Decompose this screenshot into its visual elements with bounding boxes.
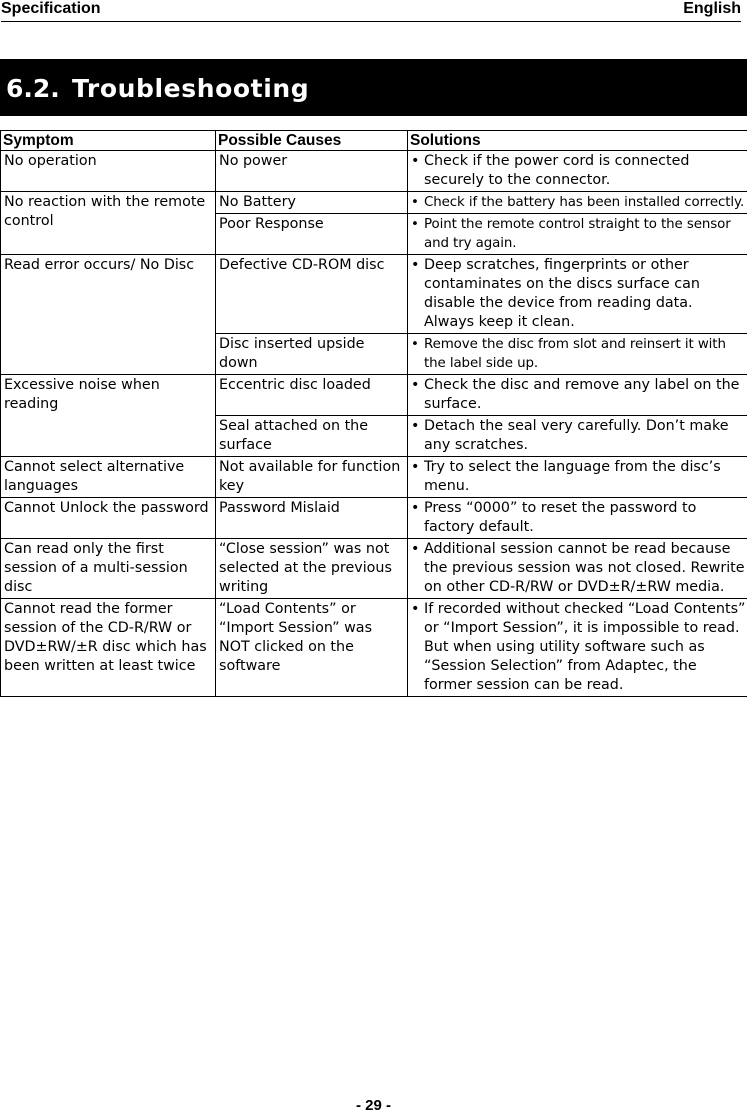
- bullet-icon: •: [411, 500, 420, 516]
- symptom-cell: Cannot read the former session of the CD-R/RW or DVD±RW/±R disc which has been written at least twice: [1, 599, 216, 697]
- table-row: [1, 498, 747, 539]
- solution-text: Remove the disc from slot and reinsert it with the label side up.: [424, 337, 726, 371]
- table-row: [1, 151, 747, 192]
- cause-cell: Not available for function key: [216, 457, 408, 498]
- table-row: [1, 255, 747, 334]
- section-title: Troubleshooting: [72, 74, 310, 103]
- table-header-row: [1, 131, 747, 151]
- table-row: [1, 375, 747, 416]
- header-right: English: [683, 0, 741, 17]
- solution-text: Point the remote control straight to the sensor and try again.: [424, 217, 731, 251]
- solution-text: Press “0000” to reset the password to factory default.: [424, 500, 697, 535]
- bullet-icon: •: [411, 337, 419, 352]
- cause-cell: “Close session” was not selected at the previous writing: [216, 539, 408, 599]
- page-header: [1, 0, 741, 22]
- solution-text: Check if the battery has been installed correctly.: [424, 195, 745, 210]
- bullet-icon: •: [411, 153, 420, 169]
- symptom-cell: Cannot Unlock the password: [1, 498, 216, 539]
- table-row: [1, 539, 747, 599]
- solution-cell: [408, 151, 747, 192]
- header-left: Specification: [1, 0, 101, 17]
- cause-cell: No Battery: [216, 192, 408, 214]
- symptom-cell: Read error occurs/ No Disc: [1, 255, 216, 375]
- bullet-icon: •: [411, 377, 420, 393]
- table-row: [1, 457, 747, 498]
- header-solutions: Solutions: [408, 131, 747, 151]
- solution-text: If recorded without checked “Load Contents” or “Import Session”, it is impossible to read. But when using utility software such as “Session Selection” from Adaptec, the former session can be read.: [424, 601, 746, 693]
- table-row: [1, 599, 747, 697]
- cause-cell: “Load Contents” or “Import Session” was NOT clicked on the software: [216, 599, 408, 697]
- solution-cell: [408, 539, 747, 599]
- symptom-cell: Can read only the first session of a multi-session disc: [1, 539, 216, 599]
- symptom-cell: Cannot select alternative languages: [1, 457, 216, 498]
- cause-cell: Disc inserted upside down: [216, 334, 408, 375]
- solution-cell: [408, 498, 747, 539]
- bullet-icon: •: [411, 418, 420, 434]
- solution-cell: [408, 416, 747, 457]
- section-banner: [0, 59, 747, 116]
- cause-cell: No power: [216, 151, 408, 192]
- header-symptom: Symptom: [1, 131, 216, 151]
- cause-cell: Eccentric disc loaded: [216, 375, 408, 416]
- solution-text: Check the disc and remove any label on the surface.: [424, 377, 740, 412]
- solution-cell: [408, 255, 747, 334]
- header-causes: Possible Causes: [216, 131, 408, 151]
- bullet-icon: •: [411, 601, 420, 617]
- solution-text: Deep scratches, fingerprints or other contaminates on the discs surface can disable the device from reading data. Always keep it clean.: [424, 257, 700, 330]
- table-row: [1, 192, 747, 214]
- solution-text: Additional session cannot be read because the previous session was not closed. Rewrite on other CD-R/RW or DVD±R/±RW media.: [424, 541, 745, 595]
- solution-cell: [408, 192, 747, 214]
- bullet-icon: •: [411, 459, 420, 475]
- solution-cell: [408, 457, 747, 498]
- solution-cell: [408, 214, 747, 255]
- symptom-cell: Excessive noise when reading: [1, 375, 216, 457]
- cause-cell: Seal attached on the surface: [216, 416, 408, 457]
- cause-cell: Password Mislaid: [216, 498, 408, 539]
- bullet-icon: •: [411, 541, 420, 557]
- troubleshooting-table: [0, 130, 747, 697]
- solution-text: Try to select the language from the disc’s menu.: [424, 459, 721, 494]
- bullet-icon: •: [411, 217, 419, 232]
- solution-cell: [408, 599, 747, 697]
- section-number: 6.2.: [6, 74, 60, 103]
- solution-text: Check if the power cord is connected securely to the connector.: [424, 153, 690, 188]
- cause-cell: Defective CD-ROM disc: [216, 255, 408, 334]
- bullet-icon: •: [411, 257, 420, 273]
- symptom-cell: No operation: [1, 151, 216, 192]
- page-number: - 29 -: [355, 1097, 391, 1114]
- solution-cell: [408, 334, 747, 375]
- symptom-cell: No reaction with the remote control: [1, 192, 216, 255]
- solution-text: Detach the seal very carefully. Don’t make any scratches.: [424, 418, 729, 453]
- cause-cell: Poor Response: [216, 214, 408, 255]
- solution-cell: [408, 375, 747, 416]
- bullet-icon: •: [411, 195, 419, 210]
